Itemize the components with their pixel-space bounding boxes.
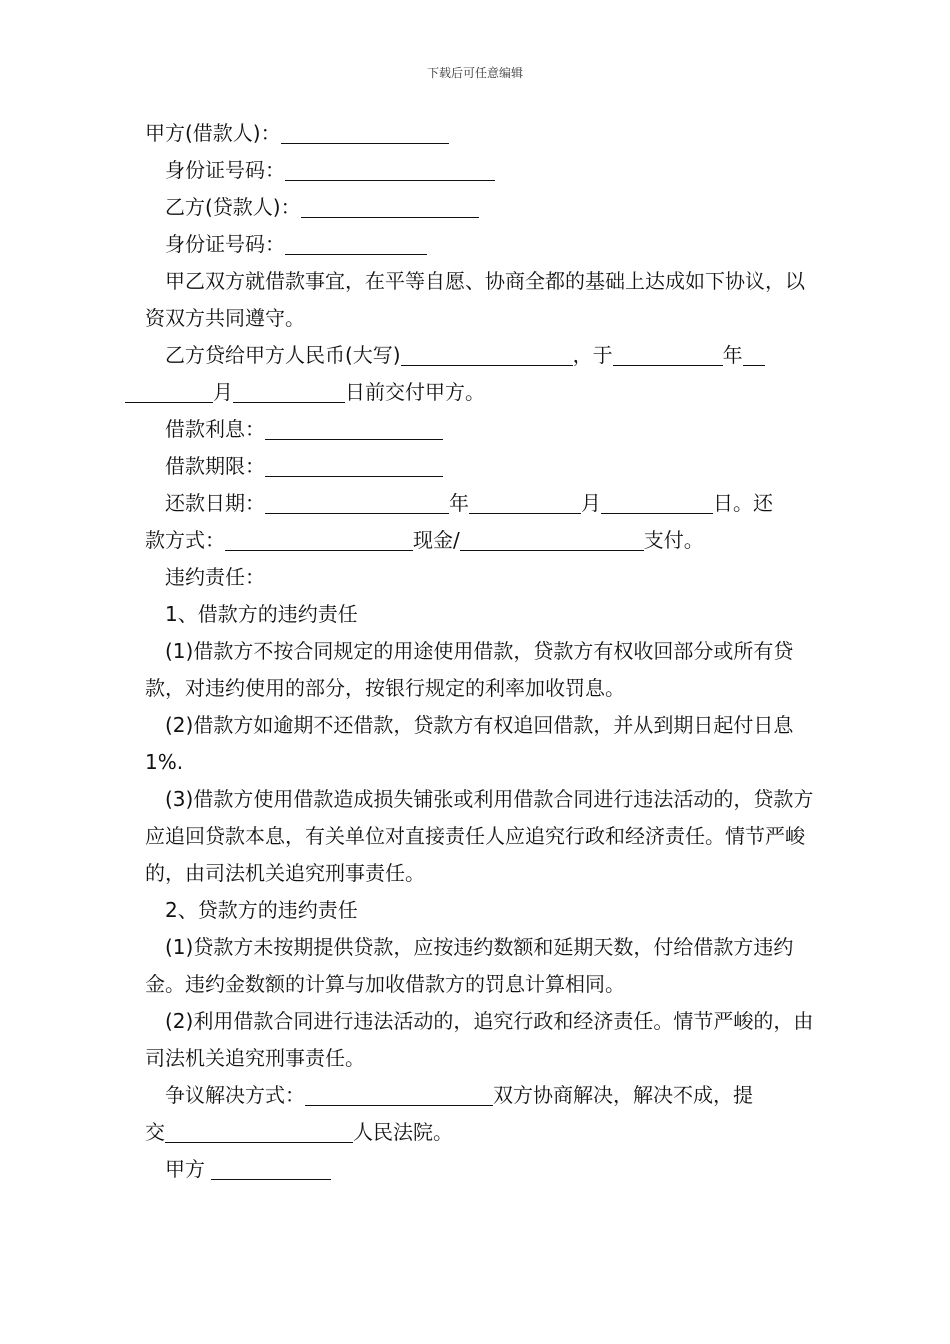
dispute-label: 争议解决方式： [165, 1083, 305, 1107]
lender-breach-clause-2: (2)利用借款合同进行违法活动的，追究行政和经济责任。情节严峻的，由司法机关追究刑事责任。 [145, 1009, 814, 1070]
intro-paragraph: 甲乙双方就借款事宜，在平等自愿、协商全都的基础上达成如下协议，以资双方共同遵守。 [145, 269, 805, 330]
loan-amount-paragraph [145, 337, 820, 411]
repay-year-blank [265, 491, 449, 514]
repay-day-blank [601, 491, 713, 514]
repay-month-text: 月 [581, 491, 601, 515]
lender-breach-title: 2、贷款方的违约责任 [165, 898, 358, 922]
lender-line [145, 189, 820, 226]
party-a-sign-blank [211, 1157, 331, 1180]
lender-id-label: 身份证号码： [165, 232, 285, 256]
borrower-id-label: 身份证号码： [165, 158, 285, 182]
loan-text-a: 乙方贷给甲方人民币(大写) [165, 343, 401, 367]
loan-year-blank [613, 343, 723, 366]
loan-month-blank-a [743, 343, 765, 366]
repay-method-cash: 现金/ [413, 528, 460, 552]
repay-date-line [145, 485, 820, 522]
lender-name-blank [301, 195, 479, 218]
court-prefix: 交 [145, 1120, 165, 1144]
borrower-id-line [145, 152, 820, 189]
borrower-breach-clause-1: (1)借款方不按合同规定的用途使用借款，贷款方有权收回部分或所有贷款，对违约使用的部分，按银行规定的利率加收罚息。 [145, 639, 794, 700]
repay-method-label: 款方式： [145, 528, 225, 552]
dispute-line [145, 1077, 820, 1114]
party-a-sign-label: 甲方 [165, 1157, 205, 1181]
repay-method-blank-b [460, 528, 644, 551]
court-suffix: 人民法院。 [353, 1120, 453, 1144]
loan-day-blank [233, 380, 345, 403]
loan-text-c: 年 [722, 343, 743, 367]
loan-amount-blank [401, 343, 573, 366]
repay-method-pay: 支付。 [643, 528, 704, 552]
court-blank [165, 1120, 353, 1143]
term-label: 借款期限： [165, 454, 265, 478]
loan-month-blank-b [125, 380, 213, 403]
loan-text-e: 日前交付甲方。 [345, 380, 485, 404]
page-header: 下载后可任意编辑 [426, 66, 523, 80]
court-line [145, 1114, 820, 1151]
repay-day-text: 日。还 [713, 491, 773, 515]
borrower-name-blank [281, 121, 449, 144]
repay-method-blank-a [225, 528, 413, 551]
borrower-breach-clause-3: (3)借款方使用借款造成损失铺张或利用借款合同进行违法活动的，贷款方应追回贷款本息，有关单位对直接责任人应追究行政和经济责任。情节严峻的，由司法机关追究刑事责任。 [145, 787, 814, 885]
loan-text-b: ，于 [572, 343, 613, 367]
loan-text-d: 月 [213, 380, 233, 404]
lender-label: 乙方(贷款人)： [165, 195, 301, 219]
repay-year-text: 年 [449, 491, 469, 515]
dispute-text: 双方协商解决，解决不成，提 [493, 1083, 753, 1107]
interest-blank [265, 417, 443, 440]
lender-breach-clause-1: (1)贷款方未按期提供贷款，应按违约数额和延期天数，付给借款方违约金。违约金数额的计算与加收借款方的罚息计算相同。 [145, 935, 794, 996]
borrower-breach-clause-2: (2)借款方如逾期不还借款，贷款方有权追回借款，并从到期日起付日息 1%. [145, 713, 794, 774]
interest-line [145, 411, 820, 448]
term-blank [265, 454, 443, 477]
borrower-id-blank [285, 158, 495, 181]
repay-method-line [145, 522, 820, 559]
borrower-breach-title: 1、借款方的违约责任 [165, 602, 358, 626]
loan-contract [145, 115, 820, 1188]
borrower-line [145, 115, 820, 152]
party-a-sign-line [145, 1151, 820, 1188]
breach-title: 违约责任： [165, 565, 265, 589]
lender-id-blank [285, 232, 427, 255]
interest-label: 借款利息： [165, 417, 265, 441]
lender-id-line [145, 226, 820, 263]
repay-month-blank [469, 491, 581, 514]
borrower-label: 甲方(借款人)： [145, 121, 281, 145]
dispute-method-blank [305, 1083, 493, 1106]
term-line [145, 448, 820, 485]
repay-date-label: 还款日期： [165, 491, 265, 515]
